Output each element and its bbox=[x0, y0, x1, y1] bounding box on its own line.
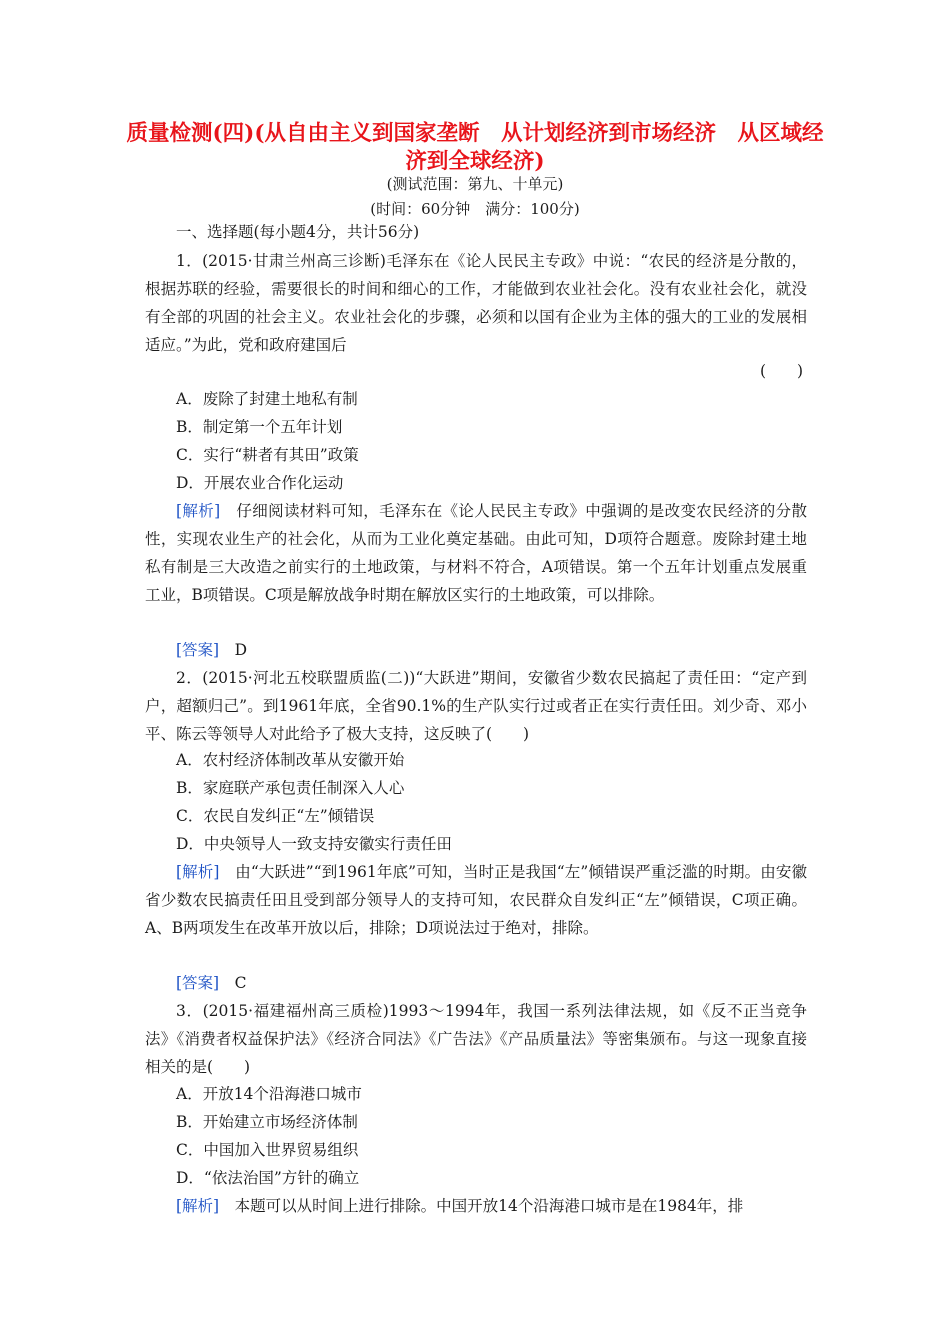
question-3-analysis-text: 本题可以从时间上进行排除。中国开放14个沿海港口城市是在1984年，排 bbox=[234, 1197, 744, 1215]
question-3-option-a: A．开放14个沿海港口城市 bbox=[176, 1085, 362, 1103]
section-heading: 一、选择题(每小题4分，共计56分) bbox=[176, 223, 420, 241]
answer-tag: [答案] bbox=[176, 974, 220, 992]
question-2-analysis bbox=[145, 858, 807, 942]
question-3-stem: 3．(2015·福建福州高三质检)1993～1994年，我国一系列法律法规，如《反不正当竞争法》《消费者权益保护法》《经济合同法》《广告法》《产品质量法》等密集颁布。与这一现象直接相关的是( ) bbox=[145, 1002, 807, 1076]
question-3-option-c: C．中国加入世界贸易组织 bbox=[176, 1141, 359, 1159]
analysis-tag: [解析] bbox=[176, 1197, 220, 1215]
question-1-option-a: A．废除了封建土地私有制 bbox=[176, 390, 358, 408]
question-1-option-b: B．制定第一个五年计划 bbox=[176, 418, 343, 436]
analysis-tag: [解析] bbox=[176, 863, 220, 881]
question-1-bracket: ( ) bbox=[760, 362, 804, 380]
question-3-option-d: D．“依法治国”方针的确立 bbox=[176, 1169, 360, 1187]
time-info: (时间：60分钟 满分：100分) bbox=[370, 200, 580, 218]
question-3-analysis bbox=[145, 1192, 807, 1220]
question-2-option-a: A．农村经济体制改革从安徽开始 bbox=[176, 751, 405, 769]
test-scope: (测试范围：第九、十单元) bbox=[386, 175, 564, 193]
question-2-option-d: D．中央领导人一致支持安徽实行责任田 bbox=[176, 835, 452, 853]
question-1-answer bbox=[176, 636, 247, 664]
question-1-option-c: C．实行“耕者有其田”政策 bbox=[176, 446, 359, 464]
question-2-stem: 2．(2015·河北五校联盟质监(二))“大跃进”期间，安徽省少数农民搞起了责任田：“定产到户，超额归己”。到1961年底，全省90.1%的生产队实行过或者正在实行责任田。刘少奇、邓小平、陈云等领导人对此给予了极大支持，这反映了( ) bbox=[145, 669, 807, 743]
question-2-option-c: C．农民自发纠正“左”倾错误 bbox=[176, 807, 375, 825]
question-2-option-b: B．家庭联产承包责任制深入人心 bbox=[176, 779, 405, 797]
question-1-stem: 1．(2015·甘肃兰州高三诊断)毛泽东在《论人民民主专政》中说：“农民的经济是分散的，根据苏联的经验，需要很长的时间和细心的工作，才能做到农业社会化。没有农业社会化，就没有全部的巩固的社会主义。农业社会化的步骤，必须和以国有企业为主体的强大的工业的发展相适应。”为此，党和政府建国后 bbox=[145, 252, 807, 354]
question-2-analysis-text: 由“大跃进”“到1961年底”可知，当时正是我国“左”倾错误严重泛滥的时期。由安徽省少数农民搞责任田且受到部分领导人的支持可知，农民群众自发纠正“左”倾错误，C项正确。A、B两项发生在改革开放以后，排除；D项说法过于绝对，排除。 bbox=[145, 863, 807, 937]
question-2-answer-value: C bbox=[234, 974, 247, 992]
question-1-analysis bbox=[145, 497, 807, 609]
document-title: 质量检测(四)(从自由主义到国家垄断 从计划经济到市场经济 从区域经济到全球经济) bbox=[126, 121, 824, 174]
question-1-analysis-text: 仔细阅读材料可知，毛泽东在《论人民民主专政》中强调的是改变农民经济的分散性，实现农业生产的社会化，从而为工业化奠定基础。由此可知，D项符合题意。废除封建土地私有制是三大改造之前实行的土地政策，与材料不符合，A项错误。第一个五年计划重点发展重工业，B项错误。C项是解放战争时期在解放区实行的土地政策，可以排除。 bbox=[145, 502, 807, 604]
question-3-option-b: B．开始建立市场经济体制 bbox=[176, 1113, 358, 1131]
question-1-answer-value: D bbox=[234, 641, 248, 659]
analysis-tag: [解析] bbox=[176, 502, 221, 520]
answer-tag: [答案] bbox=[176, 641, 220, 659]
question-2-answer bbox=[176, 969, 247, 997]
question-1-option-d: D．开展农业合作化运动 bbox=[176, 474, 344, 492]
